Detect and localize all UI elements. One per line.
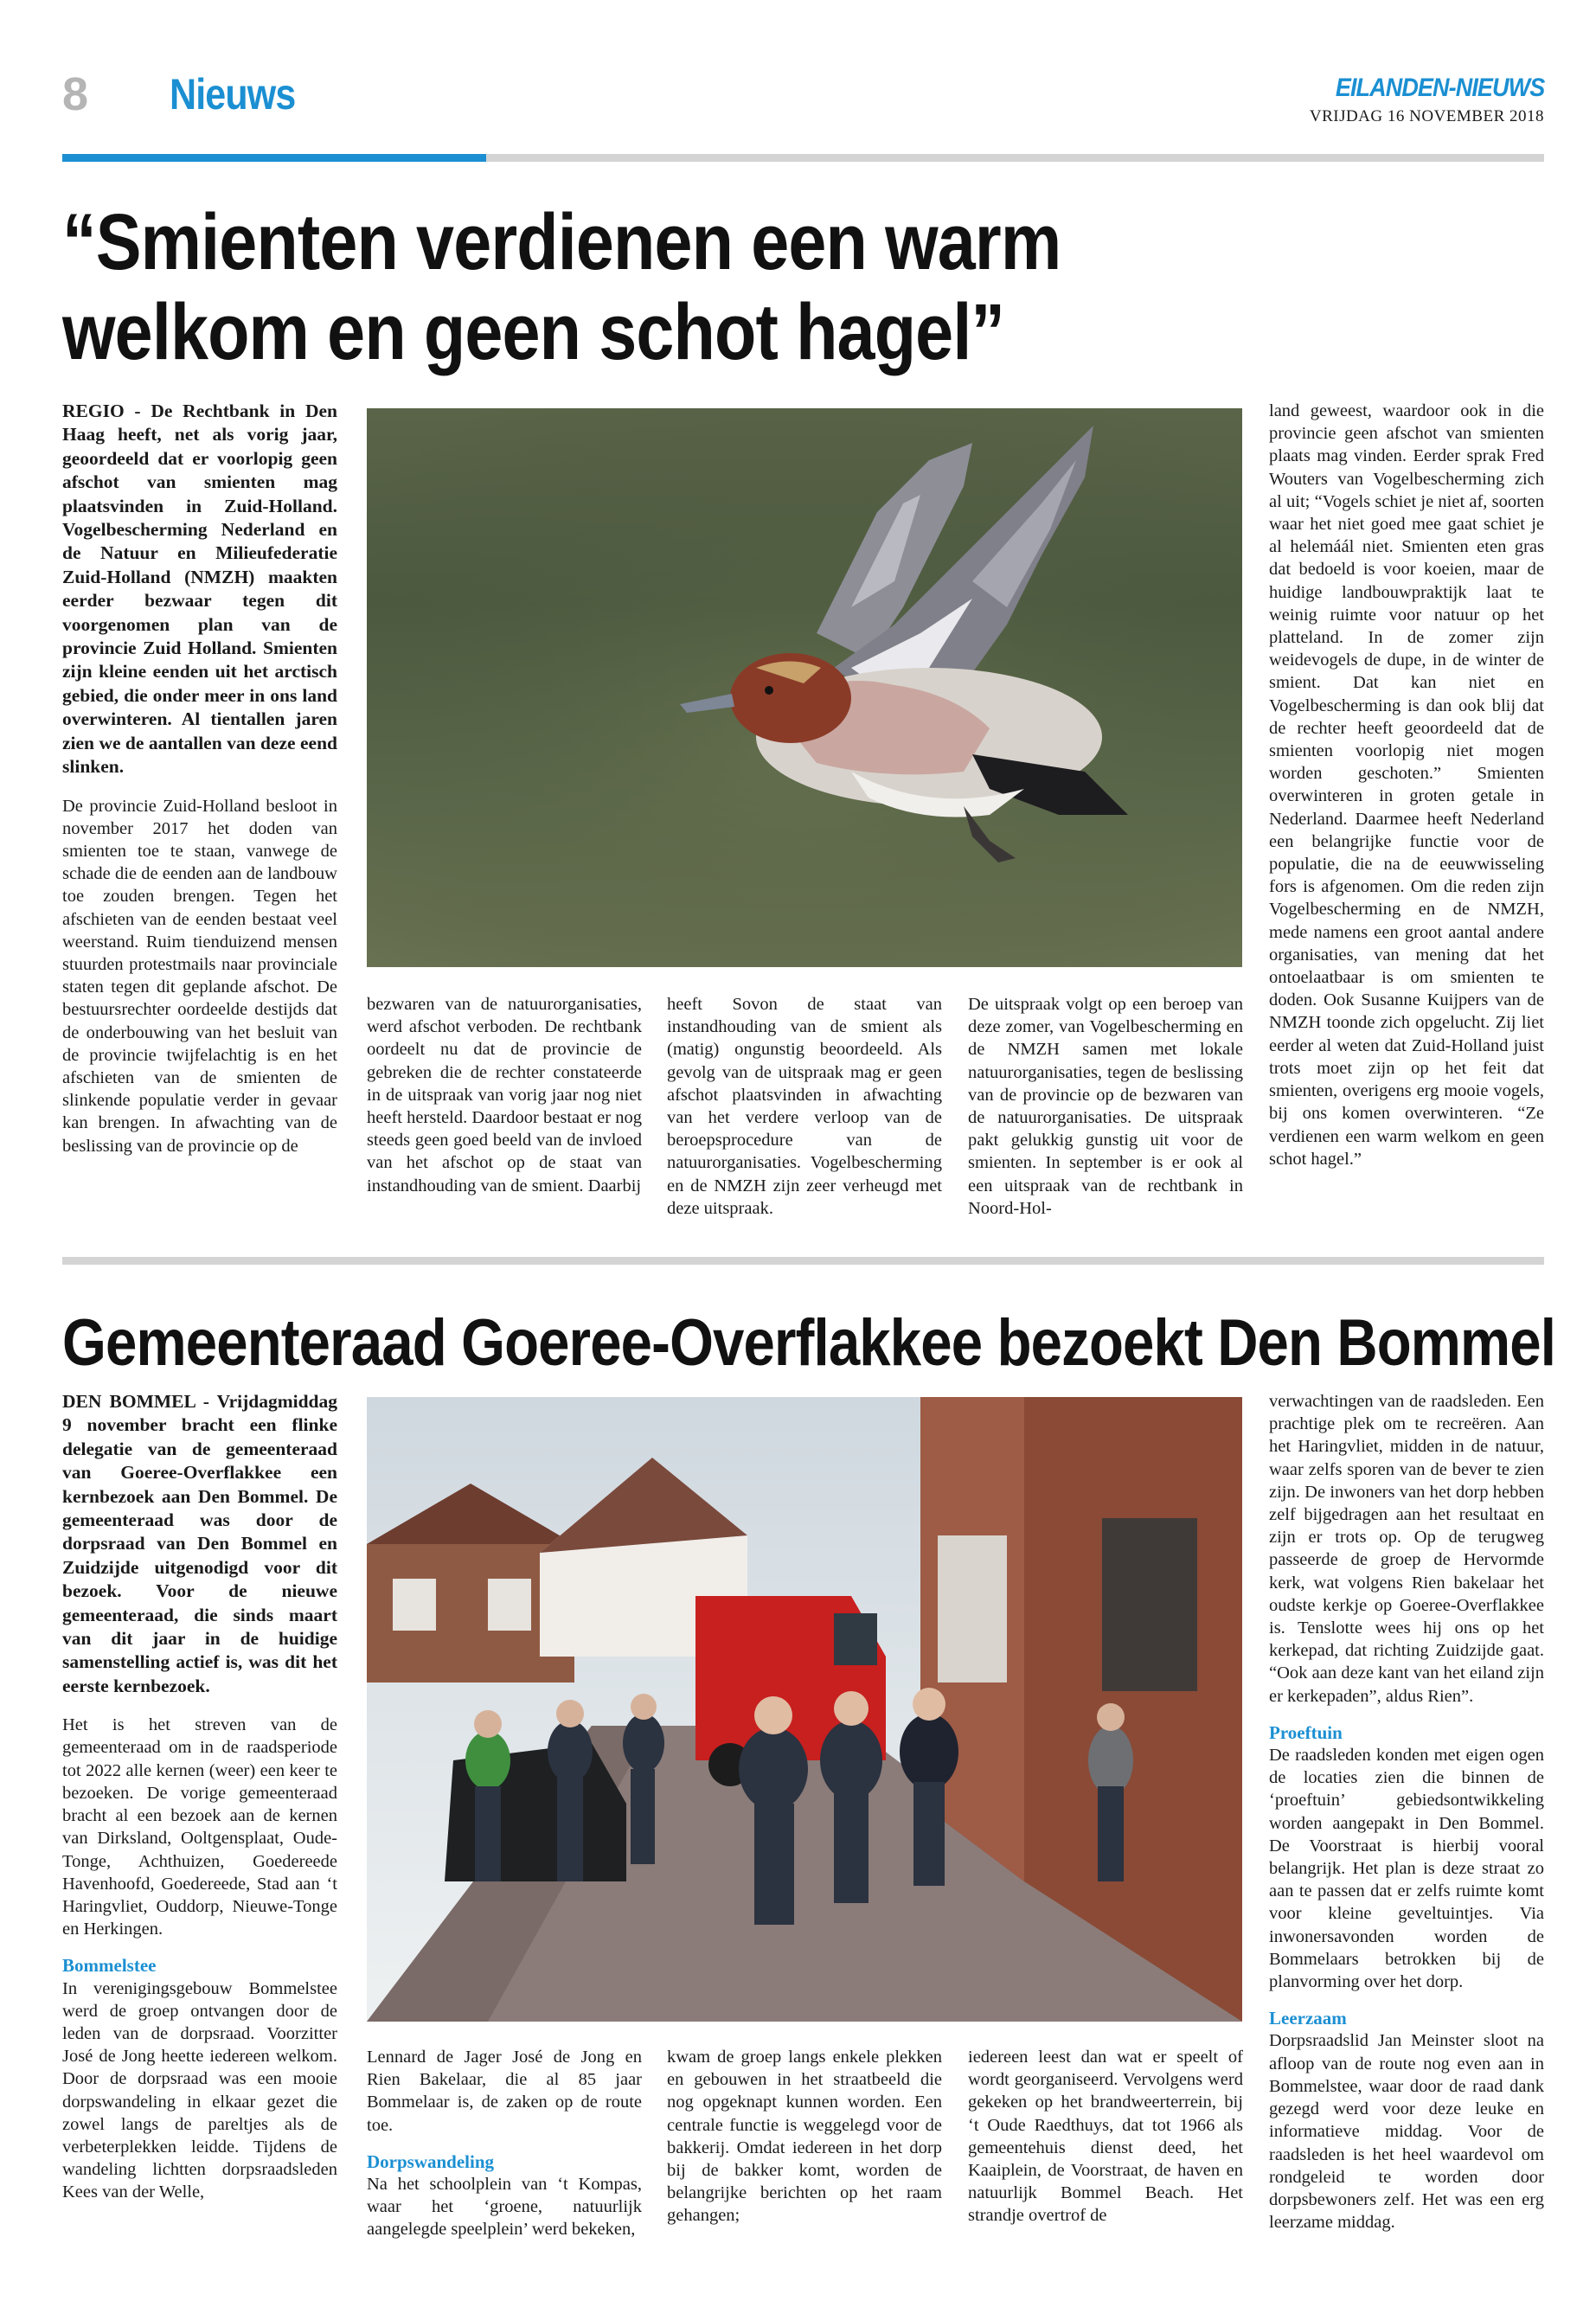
page-number: 8 bbox=[62, 68, 89, 120]
flying-duck-icon bbox=[367, 408, 1242, 967]
subheading-dorpswandeling: Dorpswandeling bbox=[367, 2150, 495, 2172]
article1-column-5 bbox=[1269, 400, 1544, 1170]
article2-col5-text: verwachtingen van de raadsleden. Een prachtige plek om te recreëren. Aan het Haringvliet, midden in de natuur, waar zelfs sporen van de bever te zien zijn. De inwoners van het dorp hebben zelf bijgedragen aan het resultaat en zijn er trots op. Op de terugweg passeerde de groep de Hervormde kerk, wat volgens Rien bakelaar het oudste kerkje op Goeree-Overflakkee is. Tenslotte wees hij ons op het kerkepad, dat richting Zuidzijde gaat. “Ook aan deze kant van het eiland zijn er kerkepaden”, aldus Rien”. bbox=[1269, 1392, 1544, 1706]
article1-lead: REGIO - De Rechtbank in Den Haag heeft, net als vorig jaar, geoordeeld dat er voorlopig geen afschot van smienten mag plaatsvinden in Zuid-Holland. Vogelbescherming Nederland en de Natuur en Milieufederatie Zuid-Holland (NMZH) maakten eerder bezwaar tegen dit voorgenomen plan van de provincie Zuid Holland. Smienten zijn kleine eenden uit het arctisch gebied, die onder meer in ons land overwinteren. Al tientallen jaren zien we de aantallen van deze eend slinken. bbox=[62, 401, 337, 778]
article2-col5-text3: Dorpsraadslid Jan Meinster sloot na afloop van de route nog even aan in Bommelstee, waar door de raad dank gezegd werd voor deze leuke en informatieve middag. Voor de raadsleden is het heel waardevol om rondgeleid te worden door dorpsbewoners zelf. Het was een erg leerzame middag. bbox=[1269, 2031, 1544, 2233]
article2-column-1 bbox=[62, 1390, 337, 2204]
article2-col1-text: Het is het streven van de gemeenteraad om in de raadsperiode tot 2022 alle kernen (weer) een keer te bezoeken. De vorige gemeenteraad bracht al een bezoek aan de kernen van Dirksland, Ooltgensplaat, Oude-Tonge, Achthuizen, Goedereede Havenhoofd, Goedereede, Stad aan ‘t Haringvliet, Ouddorp, Nieuwe-Tonge en Herkingen. bbox=[62, 1715, 337, 1939]
article1-column-2 bbox=[367, 993, 642, 1197]
article1-col1-text: De provincie Zuid-Holland besloot in november 2017 het doden van smienten toe te staan, vanwege de schade die de eenden aan de landbouw toe zouden brengen. Tegen het afschieten van de eenden bestaat veel weerstand. Ruim tienduizend mensen stuurden protestmails naar provinciale staten tegen dit geplande afschot. De bestuursrechter oordeelde destijds dat de onderbouwing van het besluit van de provincie twijfelachtig is en het afschieten van de smienten de slinkende populatie verder in gevaar kan brengen. In afwachting van de beslissing van de provincie op de bbox=[62, 796, 337, 1156]
subheading-leerzaam: Leerzaam bbox=[1269, 2008, 1347, 2029]
article2-col5-text2: De raadsleden konden met eigen ogen de locaties zien die binnen de ‘proeftuin’ gebiedsontwikkeling worden aangepakt in Den Bommel. De Voorstraat is hierbij vooral belangrijk. Het plan is deze straat zo aan te passen dat er zelfs ruimte komt voor kleine geveltuintjes. Via inwonersavonden worden de Bommelaars betrokken bij de planvorming over het dorp. bbox=[1269, 1746, 1544, 1992]
article1-column-1 bbox=[62, 400, 337, 1157]
publication-date: VRIJDAG 16 NOVEMBER 2018 bbox=[1309, 107, 1544, 125]
article1-col2-text: bezwaren van de natuurorganisaties, werd afschot verboden. De rechtbank oordeelt nu dat de provincie de gebreken die de rechter constateerde in de uitspraak van vorig jaar nog niet heeft hersteld. Daardoor bestaat er nog steeds geen goed beeld van de invloed van het afschot op de staat van instandhouding van de smient. Daarbij bbox=[367, 995, 642, 1195]
street-group-icon bbox=[367, 1397, 1242, 2022]
village-walk-photo bbox=[367, 1397, 1242, 2022]
header-rule bbox=[486, 154, 1544, 162]
article2-column-3 bbox=[667, 2046, 942, 2227]
section-title: Nieuws bbox=[170, 70, 296, 119]
article1-col3-text: heeft Sovon de staat van instandhouding van de smient als (matig) ongunstig beoordeeld. Als gevolg van de uitspraak mag er geen afschot plaatsvinden in afwachting van het verdere verloop van de beroepsprocedure van de natuurorganisaties. Vogelbescherming en de NMZH zijn zeer verheugd met deze uitspraak. bbox=[667, 995, 942, 1218]
masthead-logo: EILANDEN-NIEUWS bbox=[1335, 74, 1544, 102]
article2-lead: DEN BOMMEL - Vrijdagmiddag 9 november bracht een flinke delegatie van de gemeenteraad van Goeree-Overflakkee een kernbezoek aan Den Bommel. De gemeenteraad was door de dorpsraad van Den Bommel en Zuidzijde uitgenodigd voor dit bezoek. Voor de nieuwe gemeenteraad, die sinds maart van dit jaar in de huidige samenstelling actief is, was dit het eerste kernbezoek. bbox=[62, 1391, 337, 1696]
article1-column-4 bbox=[968, 993, 1243, 1220]
article2-col3-text: kwam de groep langs enkele plekken en gebouwen in het straatbeeld die nog opgeknapt kunnen worden. Een centrale functie is weggelegd voor de bakkerij. Omdat iedereen in het dorp bij de bakker komt, worden de belangrijke berichten op het raam gehangen; bbox=[667, 2048, 942, 2226]
article1-col5-text: land geweest, waardoor ook in die provincie geen afschot van smienten plaats mag vinden. Eerder sprak Fred Wouters van Vogelbescherming zich al uit; “Vogels schiet je niet af, soorten waar het niet goed mee gaat schiet je al helemáál niet. Smienten eten gras dat bedoeld is voor koeien, maar de huidige landbouwpraktijk laat te weinig ruimte voor natuur op het platteland. In de zomer zijn weidevogels de dupe, in de winter de smient. Dat kan niet en Vogelbescherming is dan ook blij dat de rechter heeft geoordeeld dat de smienten voorlopig niet mogen worden geschoten.” Smienten overwinteren in groten getale in Nederland. Daarmee heeft Nederland een belangrijke functie voor de populatie, die na de eeuwwisseling fors is afgenomen. Om die reden zijn Vogelbescherming en de NMZH, mede namens een groot aantal andere organisaties, van mening dat het ontoelaatbaar is om smienten te doden. Ook Susanne Kuijpers van de NMZH toonde zich opgelucht. Zij liet eerder al weten dat Zuid-Holland juist trots moet zijn op het feit dat smienten, overigens erg mooie vogels, bij ons komen overwinteren. “Ze verdienen een warm welkom en geen schot hagel.” bbox=[1269, 401, 1544, 1169]
article1-col4-text: De uitspraak volgt op een beroep van deze zomer, van Vogelbescherming en de NMZH samen met lokale natuurorganisaties, tegen de beslissing van de provincie op de bezwaren van de natuurorganisaties. De uitspraak pakt gelukkig gunstig uit voor de smienten. In september is er ook al een uitspraak van de rechtbank in Noord-Hol- bbox=[968, 995, 1243, 1218]
article2-col1-text2: In verenigingsgebouw Bommelstee werd de groep ontvangen door de leden van de dorpsraad. Voorzitter José de Jong heette iedereen welkom. Door de dorpsraad was een mooie dorpswandeling in elkaar gezet die zowel langs de pareltjes als de verbeterplekken leidde. Tijdens de wandeling lichtten dorpsraadsleden Kees van der Welle, bbox=[62, 1978, 337, 2202]
article2-col4-text: iedereen leest dan wat er speelt of wordt georganiseerd. Vervolgens werd gekeken op het brandweerterrein, bij ‘t Oude Raedthuys, dat tot 1966 als gemeentehuis dienst deed, het Kaaiplein, de Voorstraat, de haven en natuurlijk Bommel Beach. Het strandje overtrof de bbox=[968, 2048, 1243, 2226]
article2-col2-text: Lennard de Jager José de Jong en Rien Bakelaar, die al 85 jaar Bommelaar is, de zaken op de route toe. bbox=[367, 2048, 642, 2135]
article1-headline-line1: “Smienten verdienen een warm bbox=[62, 198, 1061, 286]
subheading-bommelstee: Bommelstee bbox=[62, 1955, 157, 1977]
article2-col2-text2: Na het schoolplein van ‘t Kompas, waar het ‘groene, natuurlijk aangelegde speelplein’ werd bekeken, bbox=[367, 2175, 642, 2240]
wigeon-photo bbox=[367, 408, 1242, 967]
section-divider bbox=[62, 1257, 1544, 1265]
article2-column-4 bbox=[968, 2046, 1243, 2227]
article1-column-3 bbox=[667, 993, 942, 1220]
header-rule-accent bbox=[62, 154, 486, 162]
subheading-proeftuin: Proeftuin bbox=[1269, 1721, 1343, 1743]
article2-headline: Gemeenteraad Goeree-Overflakkee bezoekt Den Bommel bbox=[62, 1306, 1556, 1380]
article2-column-5 bbox=[1269, 1390, 1544, 2234]
article2-column-2 bbox=[367, 2046, 642, 2241]
article1-headline-line2: welkom en geen schot hagel” bbox=[62, 288, 1005, 376]
